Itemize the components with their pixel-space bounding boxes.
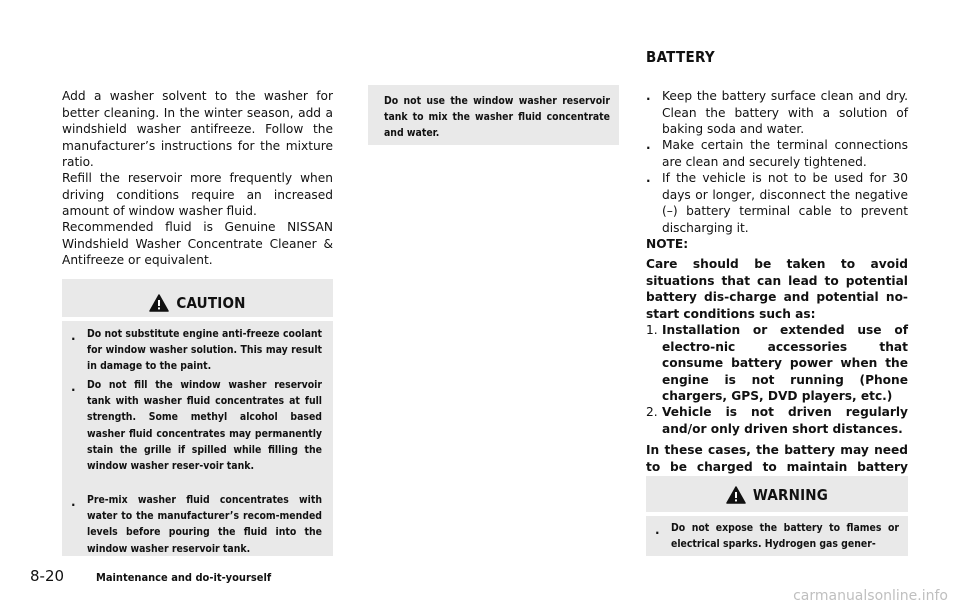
note-item-1: Installation or extended use of electro-nic accessories that consume battery power when the engine is not running (Phone chargers, GPS, DVD players, etc.) bbox=[662, 323, 908, 404]
battery-item-terminals: Make certain the terminal connections are clean and securely tightened. bbox=[662, 138, 908, 169]
caution-item-3: Pre-mix washer fluid concentrates with water to the manufacturer’s recom-mended levels before pouring the fluid into the window washer reservoir tank. bbox=[87, 494, 322, 555]
warning-triangle-icon bbox=[726, 486, 746, 504]
paragraph-washer-solvent: Add a washer solvent to the washer for better cleaning. In the winter season, add a windshield washer antifreeze. Follow the manufacturer’s instructions for the mixture ratio. bbox=[62, 89, 333, 170]
warning-divider bbox=[646, 512, 908, 516]
watermark: carmanualsonline.info bbox=[793, 588, 948, 604]
warning-heading-text: WARNING bbox=[752, 486, 829, 504]
caution-continued-box bbox=[368, 85, 619, 145]
warning-triangle-icon bbox=[149, 294, 169, 312]
closing-text: In these cases, the battery may need to be charged to maintain battery bbox=[646, 443, 908, 474]
battery-item-disconnect: If the vehicle is not to be used for 30 days or longer, disconnect the negative (–) battery terminal cable to prevent discharging it. bbox=[662, 171, 908, 235]
battery-item-keep-clean: Keep the battery surface clean and dry. Clean the battery with a solution of baking soda and water. bbox=[662, 89, 908, 137]
caution-heading bbox=[62, 285, 333, 321]
caution-continued-text: Do not use the window washer reservoir tank to mix the washer fluid concentrate and water. bbox=[384, 95, 610, 140]
caution-heading-text: CAUTION bbox=[176, 294, 246, 312]
note-label: NOTE: bbox=[646, 237, 689, 251]
battery-bullet-3: . bbox=[646, 171, 651, 185]
page-number: 8-20 bbox=[30, 567, 65, 585]
paragraph-recommended-fluid: Recommended fluid is Genuine NISSAN Windshield Washer Concentrate Cleaner & Antifreeze or equivalent. bbox=[62, 220, 333, 268]
caution-box bbox=[62, 279, 333, 556]
battery-section-title: BATTERY bbox=[646, 48, 715, 66]
note-item-2: Vehicle is not driven regularly and/or only driven short distances. bbox=[662, 405, 908, 436]
warning-heading bbox=[646, 478, 908, 512]
caution-bullet-3: . bbox=[71, 495, 76, 509]
warning-box bbox=[646, 476, 908, 556]
note-number-2: 2. bbox=[646, 405, 658, 419]
warning-bullet-1: . bbox=[655, 523, 660, 537]
caution-bullet-2: . bbox=[71, 380, 76, 394]
caution-bullet-1: . bbox=[71, 329, 76, 343]
battery-bullet-2: . bbox=[646, 138, 651, 152]
caution-divider bbox=[62, 317, 333, 321]
paragraph-refill: Refill the reservoir more frequently when driving conditions require an increased amount of window washer fluid. bbox=[62, 171, 333, 219]
warning-item-1: Do not expose the battery to flames or electrical sparks. Hydrogen gas gener- bbox=[671, 522, 899, 551]
caution-item-1: Do not substitute engine anti-freeze coolant for window washer solution. This may result in damage to the paint. bbox=[87, 328, 322, 373]
battery-bullet-1: . bbox=[646, 89, 651, 103]
caution-item-2: Do not fill the window washer reservoir tank with washer fluid concentrates at full strength. Some methyl alcohol based washer fluid concentrates may permanently stain the grille if spilled while filling the window washer reser-voir tank. bbox=[87, 379, 322, 473]
chapter-title: Maintenance and do-it-yourself bbox=[96, 571, 272, 584]
note-intro: Care should be taken to avoid situations that can lead to potential battery dis-charge and potential no-start conditions such as: bbox=[646, 257, 908, 321]
note-number-1: 1. bbox=[646, 323, 658, 337]
